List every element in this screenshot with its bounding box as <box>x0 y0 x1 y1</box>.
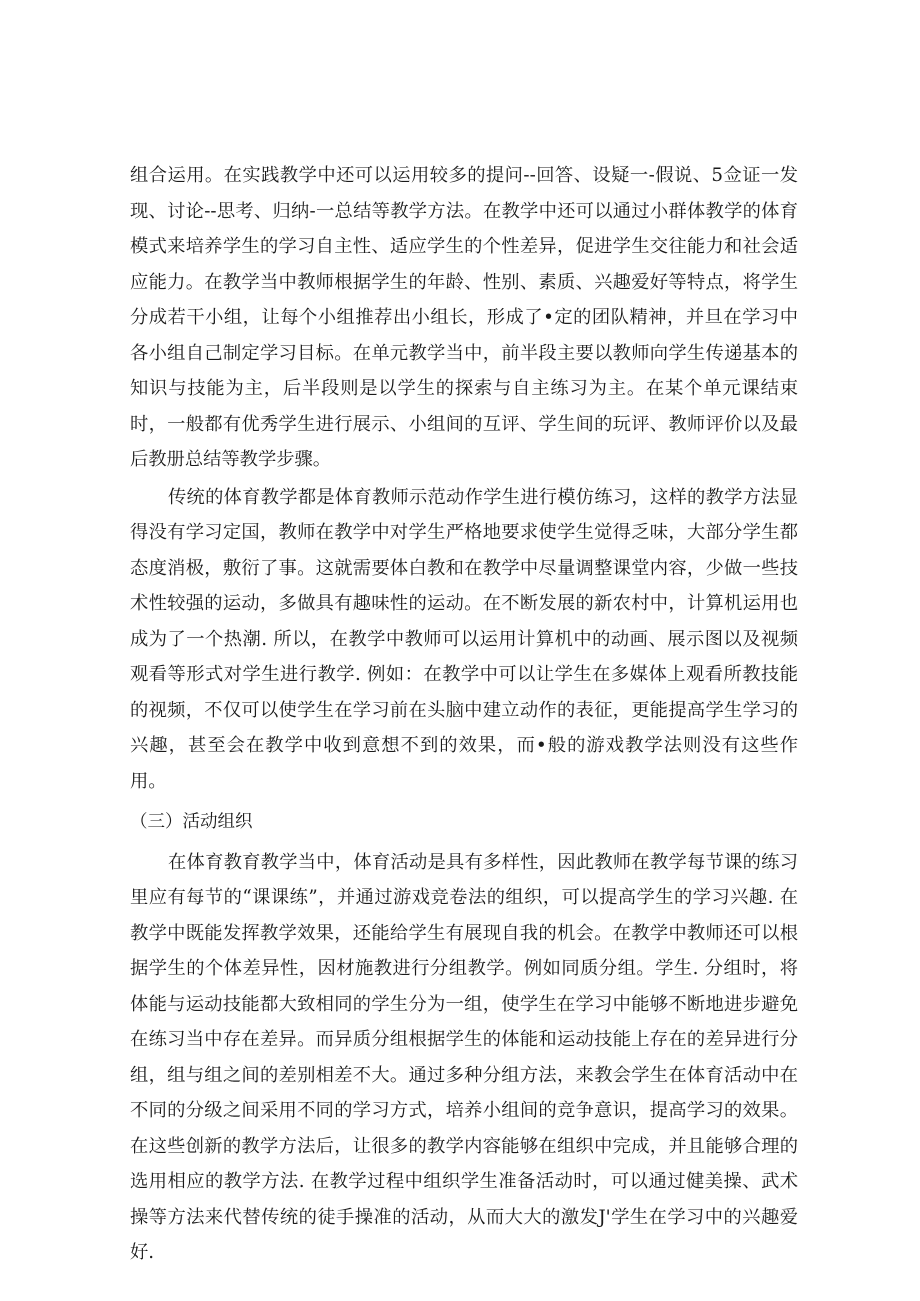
section-heading: （三）活动组织 <box>130 812 253 832</box>
body-paragraph-2: 传统的体育教学都是体育教师示范动作学生进行模仿练习，这样的教学方法显得没有学习定国，教师在教学中对学生严格地要求使学生觉得乏味，大部分学生都态度消极，敷衍了事。这就需要体白教和在教学中尽量调整课堂内容，少做一些技术性较强的运动，多做具有趣味性的运动。在不断发展的新农村中，计算机运用也成为了一个热潮. 所以，在教学中教师可以运用计算机中的动画、展示图以及视频观看等形式对学生进行教学. 例如：在教学中可以让学生在多媒体上观看所教技能的视频，不仅可以使学生在学习前在头脑中建立动作的表征，更能提高学生学习的兴趣，甚至会在教学中收到意想不到的效果，而•般的游戏教学法则没有这些作用。 <box>130 486 798 792</box>
body-paragraph-1: 组合运用。在实践教学中还可以运用较多的提问--回答、设疑一-假说、5佥证一发现、讨论--思考、归纳-一总结等教学方法。在教学中还可以通过小群体教学的体育模式来培养学生的学习自主性、适应学生的个性差异，促进学生交往能力和社会适应能力。在教学当中教师根据学生的年龄、性别、素质、兴趣爱好等特点，将学生分成若干小组，让每个小组推荐出小组长，形成了•定的团队精神，并旦在学习中各小组自己制定学习目标。在单元教学当中，前半段主要以教师向学生传递基本的知识与技能为主，后半段则是以学生的探索与自主练习为主。在某个单元课结束时，一般都有优秀学生进行展示、小组间的互评、学生间的玩评、教师评价以及最后教册总结等教学步骤。 <box>130 165 798 470</box>
document-page <box>130 158 798 1271</box>
body-paragraph-3: 在体育教育教学当中，体育活动是具有多样性，因此教师在教学每节课的练习里应有每节的“课课练”，并通过游戏竞卷法的组织，可以提高学生的学习兴趣. 在教学中既能发挥教学效果，还能给学生有展现自我的机会。在教学中教师还可以根据学生的个体差异性，因材施教进行分组教学。例如同质分组。学生. 分组时，将体能与运动技能都大致相同的学生分为一组，使学生在学习中能够不断地进步避免在练习当中存在差异。而异质分组根据学生的体能和运动技能上存在的差异进行分组，组与组之间的差别相差不大。通过多种分组方法，来教会学生在体育活动中在不同的分级之间采用不同的学习方式，培养小组间的竞争意识，提高学习的效果。在这些创新的教学方法后，让很多的教学内容能够在组织中完成，并且能够合理的选用相应的教学方法. 在教学过程中组织学生准备活动时，可以通过健美操、武术操等方法来代替传统的徒手操准的活动，从而大大的激发J'学生在学习中的兴趣爱好. <box>130 851 798 1263</box>
